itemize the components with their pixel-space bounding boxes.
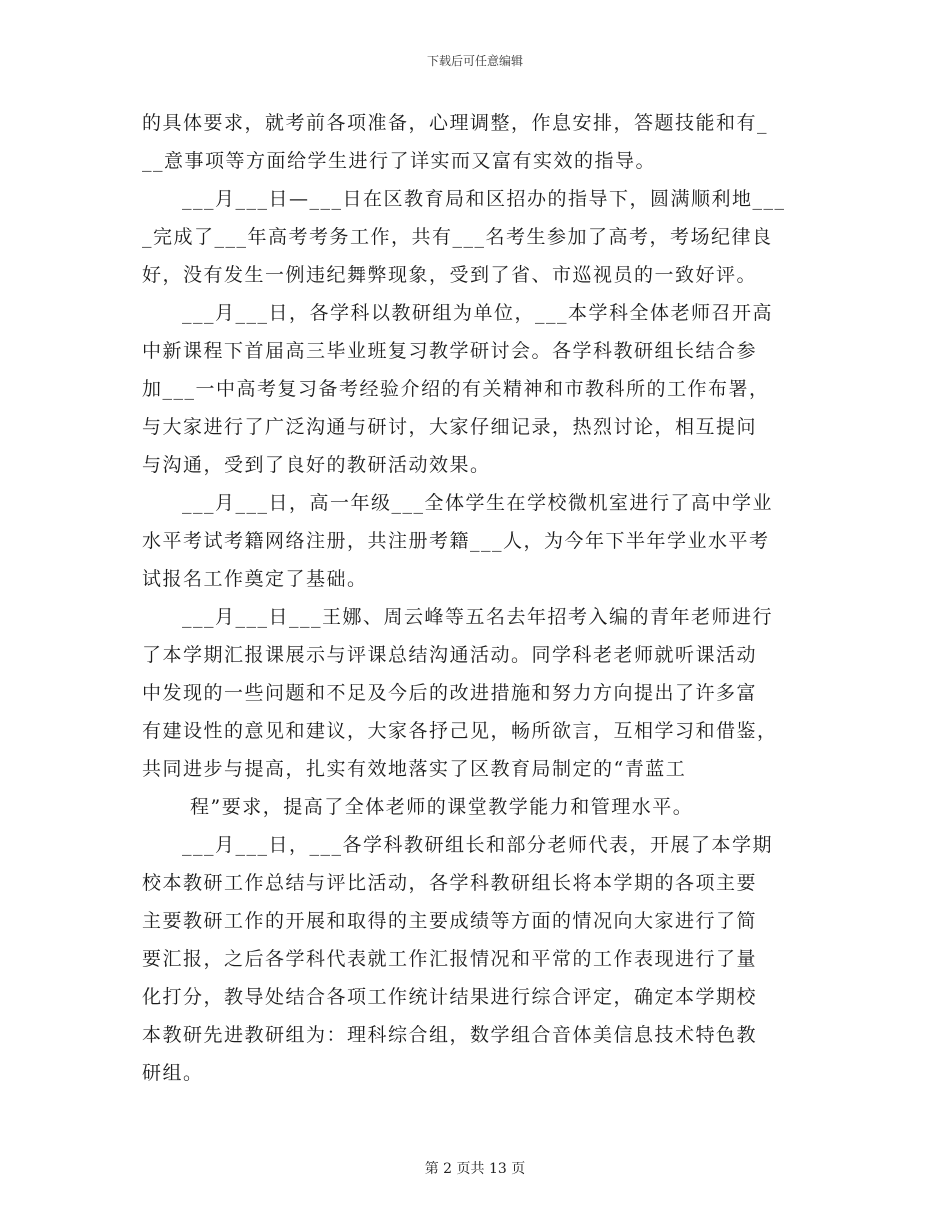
text-line: 与沟通，受到了良好的教研活动效果。 <box>142 454 491 476</box>
text-line: 试报名工作奠定了基础。 <box>142 568 368 590</box>
text-line: 的具体要求，就考前各项准备，心理调整，作息安排，答题技能和有_ <box>142 112 769 134</box>
text-line: ___月___日，高一年级___全体学生在学校微机室进行了高中学业 <box>182 492 774 514</box>
text-line: __意事项等方面给学生进行了详实而又富有实效的指导。 <box>142 150 657 172</box>
text-line: 研组。 <box>142 1062 204 1084</box>
text-line: 水平考试考籍网络注册，共注册考籍___人，为今年下半年学业水平考 <box>142 530 770 552</box>
text-line: 主要教研工作的开展和取得的主要成绩等方面的情况向大家进行了简 <box>142 910 758 932</box>
text-line: ___月___日—___日在区教育局和区招办的指导下，圆满顺利地___ <box>182 188 786 210</box>
text-line: 共同进步与提高，扎实有效地落实了区教育局制定的“青蓝工 <box>142 758 687 780</box>
text-line: 要汇报，之后各学科代表就工作汇报情况和平常的工作表现进行了量 <box>142 948 758 970</box>
text-line: 中发现的一些问题和不足及今后的改进措施和努力方向提出了许多富 <box>142 682 758 704</box>
document-body <box>142 104 812 1092</box>
page-footer: 第 2 页共 13 页 <box>424 1161 526 1177</box>
text-line: ___月___日，各学科以教研组为单位，___本学科全体老师召开高 <box>182 302 774 324</box>
text-line: 与大家进行了广泛沟通与研讨，大家仔细记录，热烈讨论，相互提问 <box>142 416 758 438</box>
text-line: 加___一中高考复习备考经验介绍的有关精神和市教科所的工作布署， <box>142 378 770 400</box>
text-line: 中新课程下首届高三毕业班复习教学研讨会。各学科教研组长结合参 <box>142 340 758 362</box>
text-line: 校本教研工作总结与评比活动，各学科教研组长将本学期的各项主要 <box>142 872 758 894</box>
text-line: ___月___日，___各学科教研组长和部分老师代表，开展了本学期 <box>182 834 774 856</box>
text-line: 好，没有发生一例违纪舞弊现象，受到了省、市巡视员的一致好评。 <box>142 264 758 286</box>
text-line: _完成了___年高考考务工作，共有___名考生参加了高考，考场纪律良 <box>142 226 773 248</box>
page-header: 下载后可任意编辑 <box>426 54 523 68</box>
text-line: 有建设性的意见和建议，大家各抒己见，畅所欲言，互相学习和借鉴， <box>142 720 778 742</box>
text-line: 本教研先进教研组为：理科综合组，数学组合音体美信息技术特色教 <box>142 1024 758 1046</box>
text-line: ___月___日___王娜、周云峰等五名去年招考入编的青年老师进行 <box>182 606 774 628</box>
text-line: 了本学期汇报课展示与评课总结沟通活动。同学科老老师就听课活动 <box>142 644 758 666</box>
text-line: 化打分，教导处结合各项工作统计结果进行综合评定，确定本学期校 <box>142 986 758 1008</box>
text-line: 程”要求，提高了全体老师的课堂教学能力和管理水平。 <box>190 796 694 818</box>
